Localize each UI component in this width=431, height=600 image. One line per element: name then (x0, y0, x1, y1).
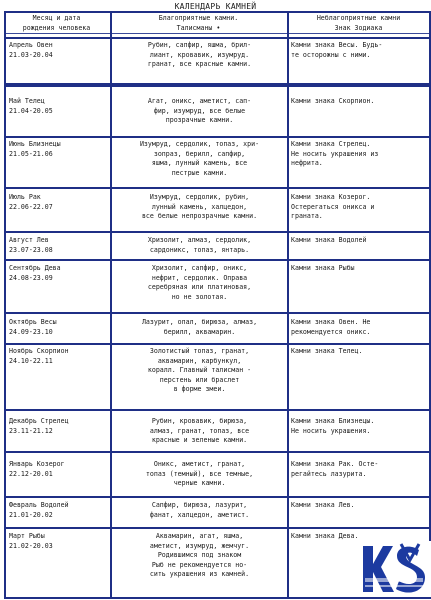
row-bad-stones: Камни знака Дева. (291, 532, 359, 540)
table-rule (4, 231, 431, 233)
table-rule (4, 343, 431, 345)
table-rule (4, 451, 431, 453)
row-good-stones: Рубин, сапфир, яшма, брил- лиант, кровавик, изумруд. гранат, все красные камни. (147, 41, 252, 69)
row-good-stones: Оникс, аметист, гранат, топаз (темный), все темные, черные камни. (145, 460, 254, 488)
row-month: Июль Рак 22.06-22.07 (9, 193, 53, 211)
row-bad-stones: Камни знака Близнецы. Не носить украшения. (291, 417, 375, 435)
table-rule (4, 136, 431, 138)
row-month: Май Телец 21.04-20.05 (9, 97, 53, 115)
row-bad-stones: Камни знака Телец. (291, 347, 363, 355)
row-month: Март Рыбы 21.02-20.03 (9, 532, 53, 550)
table-rule (4, 37, 431, 39)
row-good-stones: Аквамарин, агат, яшма, аметист, изумруд, жемчуг. Родившимся под знаком Рыб не рекомендуется но- сить украшения из камней. (149, 532, 250, 579)
row-good-stones: Изумруд, сердолик, рубин, лунный камень, халцедон, все белые непрозрачные камни. (141, 193, 258, 221)
table-rule (4, 187, 431, 189)
header-bad-stones: Неблагоприятные камни Знак Зодиака (316, 14, 401, 32)
row-bad-stones: Камни знака Стрелец. Не носить украшения из нефрита. (291, 140, 379, 168)
row-good-stones: Золотистый топаз, гранат, аквамарин, карбункул, коралл. Главный талисман - перстень или браслет в форме змеи. (147, 347, 252, 394)
table-rule (4, 496, 431, 498)
row-month: Июнь Близнецы 21.05-21.06 (9, 140, 61, 158)
row-bad-stones: Камни знака Рыбы (291, 264, 355, 272)
row-good-stones: Хризолит, алмаз, сердолик, сардоникс, топаз, янтарь. (147, 236, 252, 254)
row-good-stones: Хризолит, сапфир, оникс, нефрит, сердолик. Оправа серебряная или платиновая, но не золотая. (147, 264, 252, 301)
row-month: Февраль Водолей 21.01-20.02 (9, 501, 69, 519)
table-rule (4, 409, 431, 411)
row-good-stones: Изумруд, сердолик, топаз, хри- зопраз, берилл, сапфир, яшма, лунный камень, все пестрые камни. (139, 140, 260, 177)
row-month: Декабрь Стрелец 23.11-21.12 (9, 417, 69, 435)
ks-logo-icon (361, 540, 427, 596)
table-rule (4, 527, 431, 529)
page-title: КАЛЕНДАРЬ КАМНЕЙ (174, 2, 257, 11)
table-rule (4, 85, 431, 87)
row-bad-stones: Камни знака Лев. (291, 501, 355, 509)
row-bad-stones: Камни знака Скорпион. (291, 97, 375, 105)
row-good-stones: Сапфир, бирюза, лазурит, фанат, халцедон, аметист. (149, 501, 250, 519)
table-rule (4, 597, 431, 599)
row-month: Сентябрь Дева 24.08-23.09 (9, 264, 61, 282)
table-rule (4, 259, 431, 261)
table-rule (4, 312, 431, 314)
row-bad-stones: Камни знака Овен. Не рекомендуется оникс. (291, 318, 371, 336)
row-month: Ноябрь Скорпион 24.10-22.11 (9, 347, 69, 365)
row-month: Октябрь Весы 24.09-23.10 (9, 318, 57, 336)
row-good-stones: Лазурит, опал, бирюза, алмаз, берилл, аквамарин. (141, 318, 258, 336)
row-month: Январь Козерог 22.12-20.01 (9, 460, 65, 478)
row-bad-stones: Камни знака Водолей (291, 236, 367, 244)
row-bad-stones: Камни знака Козерог. Остерегаться оникса и граната. (291, 193, 375, 221)
row-good-stones: Агат, оникс, аметист, сап- фир, изумруд, все белые прозрачные камни. (147, 97, 252, 125)
row-bad-stones: Камни знака Рак. Осте- регайтесь лазурита. (291, 460, 379, 478)
row-month: Апрель Овен 21.03-20.04 (9, 41, 53, 59)
row-month: Август Лев 23.07-23.08 (9, 236, 53, 254)
row-bad-stones: Камни знака Весы. Будь- те осторожны с ними. (291, 41, 383, 59)
header-good-stones: Благоприятные камни. Талисманы • (158, 14, 239, 32)
header-month: Месяц и дата рождения человека (22, 14, 91, 32)
row-good-stones: Рубин, кровавик, бирюза, алмаз, гранат, топаз, все красные и зеленые камни. (149, 417, 250, 445)
